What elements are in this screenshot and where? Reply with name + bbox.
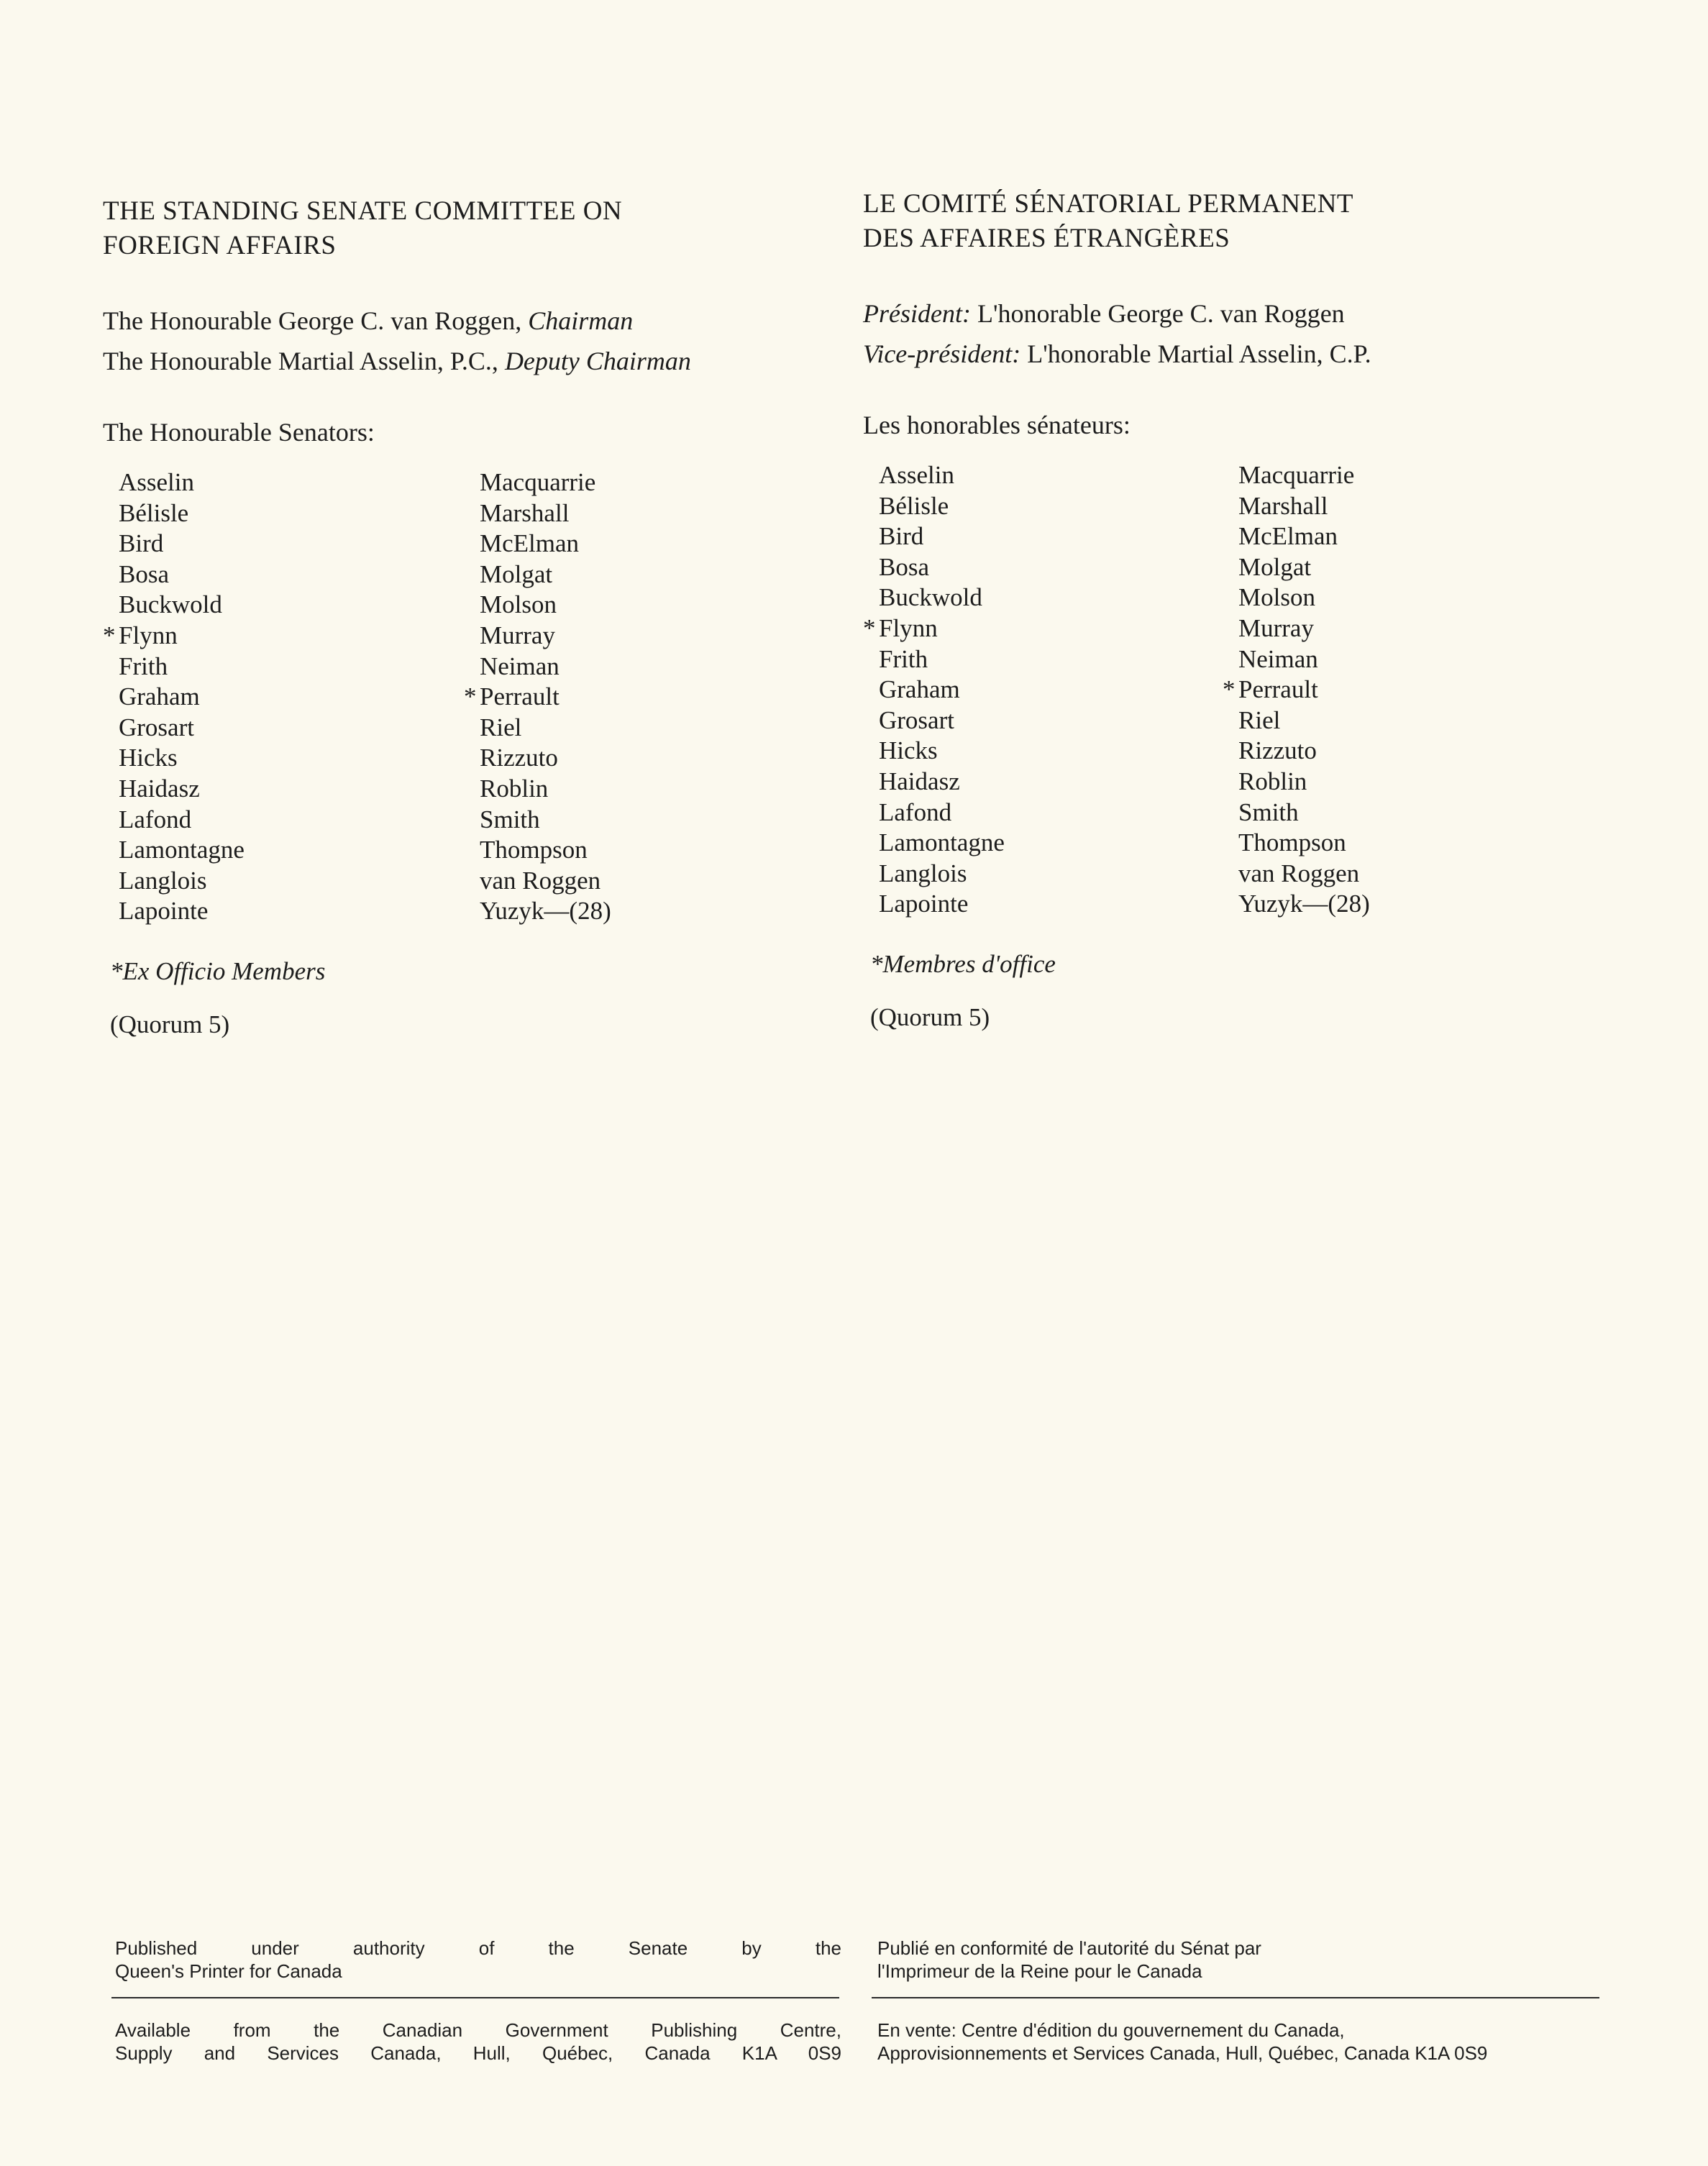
senator-name: Hicks (879, 736, 938, 765)
french-column (863, 187, 1604, 1032)
senator-name: Molgat (480, 559, 553, 588)
english-senators-label: The Honourable Senators: (103, 418, 375, 447)
senator-name: McElman (1238, 522, 1338, 551)
senator-name: Bélisle (119, 498, 189, 527)
senator-name: Buckwold (119, 590, 222, 619)
senator-name: Bird (119, 529, 164, 558)
senator-name: Riel (480, 713, 522, 741)
french-vice-name: L'honorable Martial Asselin, C.P. (1020, 339, 1371, 368)
english-footer-divider (111, 1997, 839, 1998)
ex-officio-marker: * (464, 682, 477, 711)
english-ex-officio-note: *Ex Officio Members (110, 956, 326, 985)
english-quorum: (Quorum 5) (110, 1010, 230, 1038)
french-names-col2 (1223, 460, 1370, 920)
senator-name: Bélisle (879, 491, 949, 520)
french-ex-officio-note: *Membres d'office (870, 949, 1056, 978)
senator-name: Marshall (1238, 491, 1328, 520)
senator-name: * Perrault (480, 682, 611, 713)
senator-name: Macquarrie (1238, 461, 1355, 489)
senator-name: Rizzuto (1238, 736, 1317, 765)
french-heading-line1: LE COMITÉ SÉNATORIAL PERMANENT (863, 189, 1354, 219)
senator-name: Murray (480, 621, 555, 649)
senator-name: Riel (1238, 705, 1281, 734)
english-deputy-name: The Honourable Martial Asselin, P.C., (103, 347, 505, 375)
french-senator-list (863, 460, 1604, 920)
english-chairman-role: Chairman (528, 306, 634, 335)
senator-name: Hicks (119, 744, 178, 772)
senator-name: McElman (480, 529, 580, 558)
english-published-note (115, 1937, 841, 1983)
french-president-line (863, 293, 1604, 334)
senator-name: van Roggen (1238, 859, 1360, 887)
senator-name: Lafond (119, 805, 192, 833)
english-availability-note (115, 2019, 841, 2065)
senator-name: * Flynn (879, 613, 1238, 644)
senator-name: Lafond (879, 798, 952, 826)
senator-name: van Roggen (480, 866, 601, 895)
english-deputy-line (103, 341, 844, 381)
senator-name: Grosart (119, 713, 194, 741)
english-column (103, 194, 844, 1039)
senator-name: Asselin (119, 468, 194, 496)
senator-name: Bosa (879, 552, 929, 581)
ex-officio-marker: * (103, 621, 116, 649)
english-senator-list (103, 467, 844, 927)
senator-name: Smith (480, 805, 540, 833)
english-names-col1 (103, 467, 480, 927)
senator-name: Molson (1238, 583, 1315, 612)
french-names-col1 (863, 460, 1238, 920)
english-published-line2: Queen's Printer for Canada (115, 1960, 342, 1982)
senator-name: Langlois (879, 859, 967, 887)
senator-name: Graham (879, 675, 960, 704)
french-vice-line (863, 334, 1604, 374)
senator-name: Buckwold (879, 583, 982, 612)
french-vice-role: Vice-président: (863, 339, 1021, 368)
french-published-line2: l'Imprimeur de la Reine pour le Canada (877, 1960, 1202, 1982)
french-president-role: Président: (863, 299, 971, 328)
senator-name: Smith (1238, 798, 1299, 826)
french-president-name: L'honorable George C. van Roggen (970, 299, 1345, 328)
french-availability-line2: Approvisionnements et Services Canada, Hull, Québec, Canada K1A 0S9 (877, 2042, 1488, 2064)
senator-name: Neiman (1238, 644, 1318, 673)
french-footer-divider (872, 1997, 1599, 1998)
senator-name: Neiman (480, 652, 560, 680)
senator-name: Thompson (1238, 828, 1346, 857)
senator-name: Langlois (119, 866, 207, 895)
english-availability-line1: Available from the Canadian Government Publishing Centre, (115, 2019, 841, 2041)
english-heading-line1: THE STANDING SENATE COMMITTEE ON (103, 196, 623, 226)
english-chairman-name: The Honourable George C. van Roggen, (103, 306, 529, 335)
english-availability-line2: Supply and Services Canada, Hull, Québec, Canada K1A 0S9 (115, 2042, 841, 2064)
french-quorum: (Quorum 5) (870, 1002, 990, 1031)
french-availability-line1: En vente: Centre d'édition du gouvernement du Canada, (877, 2019, 1345, 2041)
senator-name: Murray (1238, 613, 1314, 642)
english-deputy-role: Deputy Chairman (504, 347, 691, 375)
senator-name: Lapointe (119, 897, 209, 926)
english-chairman-line (103, 301, 844, 341)
senator-name: Graham (119, 682, 200, 711)
senator-name: Yuzyk—(28) (1238, 890, 1370, 918)
senator-name: Lamontagne (879, 828, 1005, 857)
senator-name: Yuzyk—(28) (480, 897, 611, 926)
french-published-line1: Publié en conformité de l'autorité du Sénat par (877, 1937, 1261, 1959)
senator-name: Bird (879, 522, 924, 551)
ex-officio-marker: * (1223, 675, 1236, 704)
french-senators-label: Les honorables sénateurs: (863, 411, 1131, 439)
senator-name: Frith (119, 652, 168, 680)
senator-name: Molgat (1238, 552, 1312, 581)
english-published-line1: Published under authority of the Senate by the (115, 1937, 841, 1959)
senator-name: Asselin (879, 461, 954, 489)
senator-name: Marshall (480, 498, 570, 527)
senator-name: Lamontagne (119, 836, 245, 864)
english-heading-line2: FOREIGN AFFAIRS (103, 231, 337, 260)
senator-name: * Flynn (119, 621, 480, 652)
french-committee-heading (863, 187, 1604, 256)
senator-name: Haidasz (879, 767, 960, 795)
french-published-note (877, 1937, 1604, 1983)
french-availability-note (877, 2019, 1604, 2065)
senator-name: Frith (879, 644, 928, 673)
senator-name: Molson (480, 590, 557, 619)
senator-name: Lapointe (879, 890, 969, 918)
english-names-col2 (464, 467, 611, 927)
english-committee-heading (103, 194, 844, 263)
senator-name: Rizzuto (480, 744, 558, 772)
senator-name: Haidasz (119, 774, 200, 803)
senator-name: Grosart (879, 705, 954, 734)
ex-officio-marker: * (863, 613, 876, 642)
senator-name: Bosa (119, 559, 169, 588)
senator-name: Thompson (480, 836, 588, 864)
senator-name: Macquarrie (480, 468, 596, 496)
senator-name: Roblin (480, 774, 549, 803)
senator-name: * Perrault (1238, 675, 1370, 705)
senator-name: Roblin (1238, 767, 1307, 795)
french-heading-line2: DES AFFAIRES ÉTRANGÈRES (863, 224, 1230, 253)
